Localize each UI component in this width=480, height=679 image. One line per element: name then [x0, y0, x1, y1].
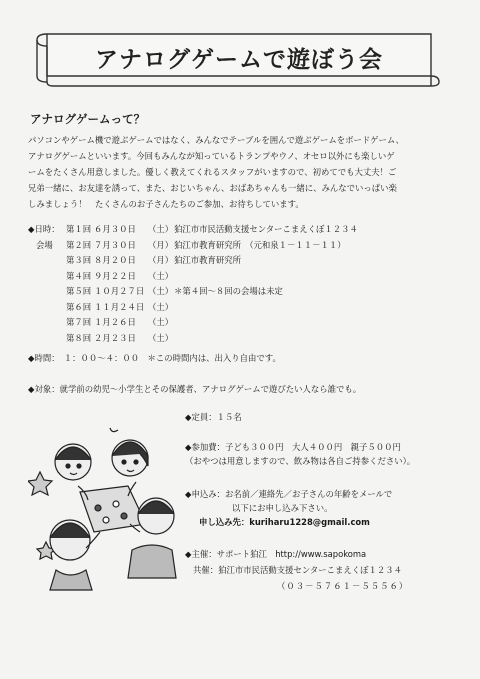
- schedule-date: １０月２７日: [94, 286, 145, 296]
- schedule-row: [28, 284, 468, 300]
- schedule-day: （月）: [148, 239, 174, 250]
- children-game-icon: [28, 420, 188, 600]
- schedule-date: ８月２０日: [94, 255, 136, 265]
- schedule-row: [28, 253, 468, 269]
- schedule-round: 第２回: [66, 239, 92, 250]
- fee-info: [185, 440, 415, 468]
- intro-line: アナログゲームといいます。今回もみんなが知っているトランプやウノ、オセロ以外にも楽しいゲ: [28, 151, 395, 161]
- schedule-day: （土）: [148, 286, 174, 296]
- venue-label: 会場: [36, 239, 53, 250]
- kids-playing-illustration: [28, 420, 188, 600]
- schedule-venue: 狛江市教育研究所: [174, 255, 241, 265]
- schedule-date: ２月２３日: [94, 332, 136, 343]
- schedule-note: ＊第４回～８回の会場は未定: [174, 286, 283, 296]
- schedule-round: 第１回: [66, 224, 92, 234]
- time-info: ◆時間： １：００～４：００ ＊この時間内は、出入り自由です。: [28, 353, 281, 363]
- intro-paragraph: [28, 132, 460, 212]
- organizer-line: ◆主催：サポート狛江 http://www.sapokoma: [185, 549, 367, 559]
- schedule-round: 第４回: [66, 270, 92, 281]
- intro-line: ームをたくさん用意しました。優しく教えてくれるスタッフがいますので、初めてでも大丈夫！ご: [28, 167, 397, 177]
- schedule-row: [28, 300, 468, 316]
- intro-line: 兄弟一緒に、お友達を誘って、また、おじいちゃん、おばあちゃんも一緒に、みんなでいっぱい楽: [28, 183, 397, 193]
- apply-email: 申し込み先：kuriharu1228@gmail.com: [199, 517, 370, 527]
- schedule-date: １月２６日: [94, 317, 136, 327]
- apply-line: ◆申込み：お名前／連絡先／お子さんの年齢をメールで: [185, 489, 393, 499]
- schedule-date: ７月３０日: [94, 239, 136, 250]
- schedule-day: （土）: [148, 224, 174, 234]
- schedule-round: 第６回: [66, 301, 92, 312]
- intro-line: パソコンやゲーム機で遊ぶゲームではなく、みんなでテーブルを囲んで遊ぶゲームをボードゲーム、: [28, 135, 404, 145]
- schedule-round: 第７回: [66, 317, 92, 327]
- schedule-table: [28, 222, 468, 346]
- schedule-row: [28, 315, 468, 331]
- schedule-row: [28, 331, 468, 347]
- schedule-day: （土）: [148, 270, 174, 281]
- organizer-info: [185, 546, 408, 594]
- page-title: アナログゲームで遊ぼう会: [95, 47, 383, 73]
- schedule-day: （月）: [148, 255, 174, 265]
- schedule-row: [28, 238, 468, 254]
- schedule-row: [28, 269, 468, 285]
- schedule-venue: 狛江市教育研究所 （元和泉１－１１－１１）: [174, 239, 346, 250]
- apply-info: [185, 487, 392, 529]
- schedule-day: （土）: [148, 332, 174, 343]
- capacity-info: ◆定員：１５名: [185, 412, 242, 422]
- schedule-row: [28, 222, 468, 238]
- schedule-day: （土）: [148, 317, 174, 327]
- fee-note: （おやつは用意しますので、飲み物は各自ご持参ください）。: [185, 456, 416, 466]
- fee-line: ◆参加費：子ども３００円 大人４００円 親子５００円: [185, 442, 401, 452]
- schedule-date: ９月２２日: [94, 270, 136, 281]
- title-banner: [33, 28, 441, 88]
- schedule-date: ６月３０日: [94, 224, 136, 234]
- apply-line: 以下にお申し込み下さい。: [232, 503, 333, 513]
- intro-line: しみましょう！ たくさんのお子さんたちのご参加、お待ちしています。: [28, 199, 304, 209]
- schedule-label: ◆日時：: [28, 224, 60, 234]
- intro-heading: アナログゲームって？: [30, 112, 146, 126]
- organizer-phone: （０３－５７６１－５５５６）: [277, 581, 409, 591]
- schedule-date: １１月２４日: [94, 301, 145, 312]
- schedule-round: 第３回: [66, 255, 92, 265]
- schedule-round: 第５回: [66, 286, 92, 296]
- schedule-day: （土）: [148, 301, 174, 312]
- co-organizer-line: 共催：狛江市市民活動支援センターこまえくぼ１２３４: [193, 565, 403, 575]
- schedule-round: 第８回: [66, 332, 92, 343]
- schedule-venue: 狛江市市民活動支援センターこまえくぼ１２３４: [174, 224, 358, 234]
- target-info: ◆対象：就学前の幼児～小学生とその保護者、アナログゲームで遊びたい人なら誰でも。: [28, 384, 362, 394]
